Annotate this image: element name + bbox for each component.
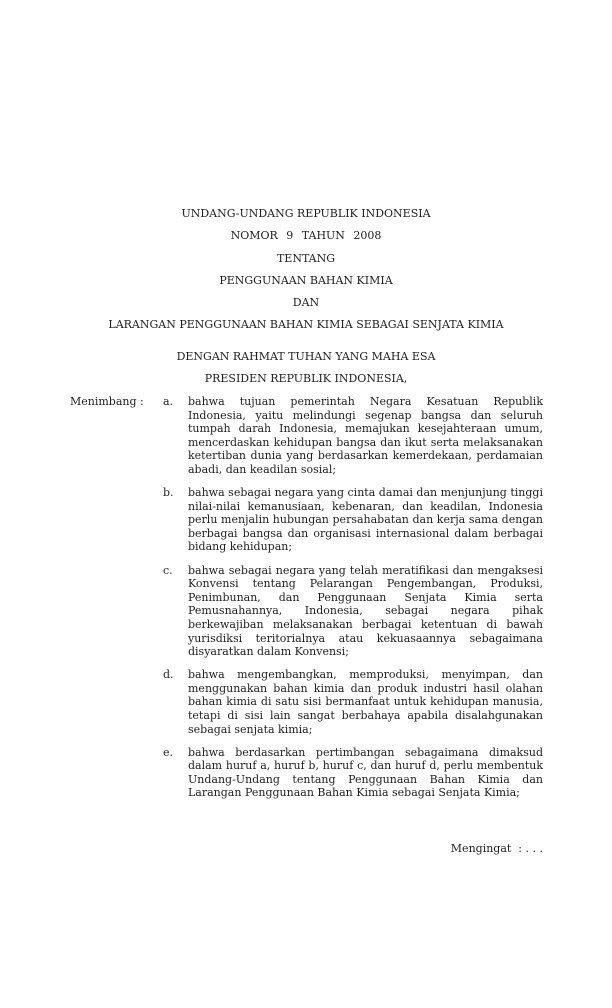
title-line-number-year: NOMOR 9 TAHUN 2008 bbox=[230, 229, 382, 243]
considering-item-b bbox=[163, 486, 543, 554]
considering-separator: : bbox=[140, 395, 144, 408]
considering-item-e bbox=[163, 746, 543, 800]
item-letter: d. bbox=[163, 668, 174, 682]
title-line-jurisdiction: UNDANG-UNDANG REPUBLIK INDONESIA bbox=[181, 207, 431, 220]
considering-item-c bbox=[163, 564, 543, 659]
considering-item-a bbox=[163, 395, 543, 477]
title-line-subject-1: PENGGUNAAN BAHAN KIMIA bbox=[219, 273, 393, 287]
preamble-issuer: PRESIDEN REPUBLIK INDONESIA, bbox=[204, 372, 408, 386]
considering-section bbox=[70, 395, 543, 800]
item-text: bahwa sebagai negara yang cinta damai dan menjunjung tinggi nilai-nilai kemanusiaan, kebenaran, dan keadilan, Indonesia perlu menjalin hubungan persahabatan dan kerja sama dengan berbagai bangsa dan organisasi internasional dalam berbagai bidang kehidupan; bbox=[188, 486, 543, 554]
title-line-dan: DAN bbox=[292, 296, 320, 310]
item-letter: e. bbox=[163, 745, 174, 759]
considering-item-d bbox=[163, 668, 543, 736]
preamble-invocation: DENGAN RAHMAT TUHAN YANG MAHA ESA bbox=[176, 350, 436, 363]
item-text: bahwa tujuan pemerintah Negara Kesatuan Republik Indonesia, yaitu melindungi segenap bangsa dan seluruh tumpah darah Indonesia, memajukan kesejahteraan umum, mencerdaskan kehidupan bangsa dan ikut serta melaksanakan ketertiban dunia yang berdasarkan kemerdekaan, perdamaian abadi, dan keadilan sosial; bbox=[188, 395, 543, 476]
item-letter: c. bbox=[163, 563, 173, 577]
item-text: bahwa berdasarkan pertimbangan sebagaimana dimaksud dalam huruf a, huruf b, huruf c, dan huruf d, perlu membentuk Undang-Undang tentang Penggunaan Bahan Kimia dan Larangan Penggunaan Bahan Kimia sebagai Senjata Kimia; bbox=[188, 745, 543, 800]
title-line-tentang: TENTANG bbox=[276, 251, 336, 265]
item-letter: b. bbox=[163, 486, 174, 500]
item-text: bahwa mengembangkan, memproduksi, menyimpan, dan menggunakan bahan kimia dan produk industri hasil olahan bahan kimia di satu sisi bermanfaat untuk kehidupan manusia, tetapi di sisi lain sangat berbahaya apabila disalahgunakan sebagai senjata kimia; bbox=[188, 668, 543, 736]
title-line-subject-2: LARANGAN PENGGUNAAN BAHAN KIMIA SEBAGAI SENJATA KIMIA bbox=[108, 318, 504, 332]
considering-label: Menimbang bbox=[70, 395, 137, 408]
item-text: bahwa sebagai negara yang telah meratifikasi dan mengaksesi Konvensi tentang Pelarangan Pengembangan, Produksi, Penimbunan, dan Penggunaan Senjata Kimia serta Pemusnahannya, Indonesia, sebagai negara pihak berkewajiban melaksanakan berbagai ketentuan di bawah yurisdiksi teritorialnya atau kekuasaannya sebagaimana disyaratkan dalam Konvensi; bbox=[188, 563, 543, 659]
item-letter: a. bbox=[163, 395, 174, 408]
preamble-block bbox=[0, 346, 612, 391]
next-page-catchword: Mengingat : . . . bbox=[450, 842, 543, 855]
considering-items bbox=[163, 395, 543, 800]
document-title-block bbox=[0, 203, 612, 337]
